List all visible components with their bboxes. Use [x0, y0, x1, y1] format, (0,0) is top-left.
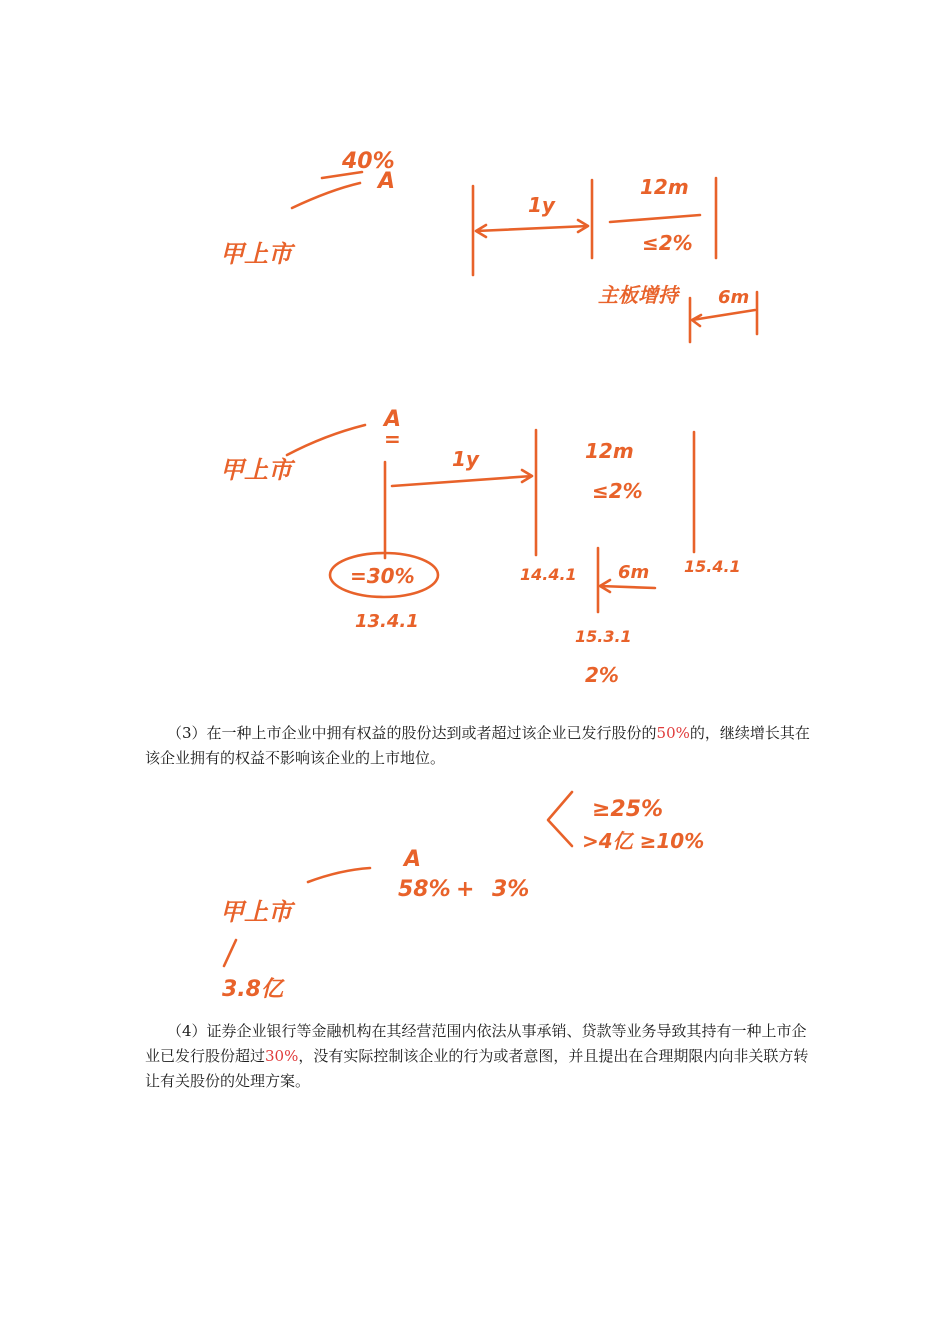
target-label: A	[378, 169, 396, 194]
period-3-label: 6m	[718, 287, 750, 308]
paragraph-3-text-end: 的，继续增长其在该企业拥有的权益不影响该企业的上市地位。	[145, 724, 810, 767]
capital-label: 3.8亿	[222, 977, 283, 1002]
period-arrow	[692, 310, 755, 326]
stake-label: 58%	[398, 877, 451, 902]
date-mid-label: 14.4.1	[520, 565, 577, 584]
period-1-label: 1y	[452, 447, 479, 471]
limit-label: ≤2%	[592, 479, 643, 503]
paragraph-3-text: （3）在一种上市企业中拥有权益的股份达到或者超过该企业已发行股份的	[167, 724, 657, 742]
stake-label: =30%	[350, 564, 415, 588]
paragraph-4-highlight: 30%	[265, 1047, 299, 1065]
condition-1-label: ≥25%	[592, 797, 664, 822]
link-line	[224, 940, 236, 966]
date-sell-label: 15.3.1	[575, 627, 632, 646]
target-label: A	[404, 847, 422, 872]
plus-sign: +	[456, 877, 475, 902]
holding-line	[292, 183, 360, 208]
period-2-label: 12m	[640, 175, 689, 199]
handwritten-diagram-2	[0, 390, 950, 710]
period-3-label: 6m	[618, 562, 650, 583]
period-2-label: 12m	[585, 439, 634, 463]
condition-bracket	[548, 792, 572, 846]
company-label: 甲上市	[220, 898, 292, 926]
paragraph-4-text: （4）证券企业银行等金融机构在其经营范围内依法从事承销、贷款等业务导致其持有一种上市企业已发行股份超过	[145, 1022, 807, 1065]
event-label: 主板增持	[598, 283, 678, 307]
sell-pct-label: 2%	[585, 663, 619, 687]
add-label: 3%	[492, 877, 530, 902]
stake-label: 40%	[342, 149, 395, 174]
divider-line	[610, 215, 700, 222]
company-label: 甲上市	[220, 456, 292, 484]
holding-line	[287, 425, 365, 455]
holding-line	[308, 868, 370, 882]
equals-mark: =	[384, 427, 401, 451]
paragraph-4-text-end: ，没有实际控制该企业的行为或者意图，并且提出在合理期限内向非关联方转让有关股份的处理方案。	[145, 1047, 809, 1090]
period-arrow	[476, 220, 588, 237]
target-label: A	[384, 407, 402, 432]
period-arrow	[392, 470, 532, 486]
condition-2-label: >4亿 ≥10%	[582, 829, 705, 853]
paragraph-3-highlight: 50%	[656, 724, 690, 742]
company-label: 甲上市	[220, 240, 292, 268]
date-start-label: 13.4.1	[355, 611, 419, 632]
paragraph-4	[145, 1019, 810, 1094]
period-1-label: 1y	[528, 193, 555, 217]
handwritten-diagram-3	[0, 780, 950, 1010]
paragraph-3	[145, 721, 810, 771]
limit-label: ≤2%	[642, 231, 693, 255]
date-end-label: 15.4.1	[684, 557, 741, 576]
handwritten-diagram-1	[0, 0, 950, 360]
